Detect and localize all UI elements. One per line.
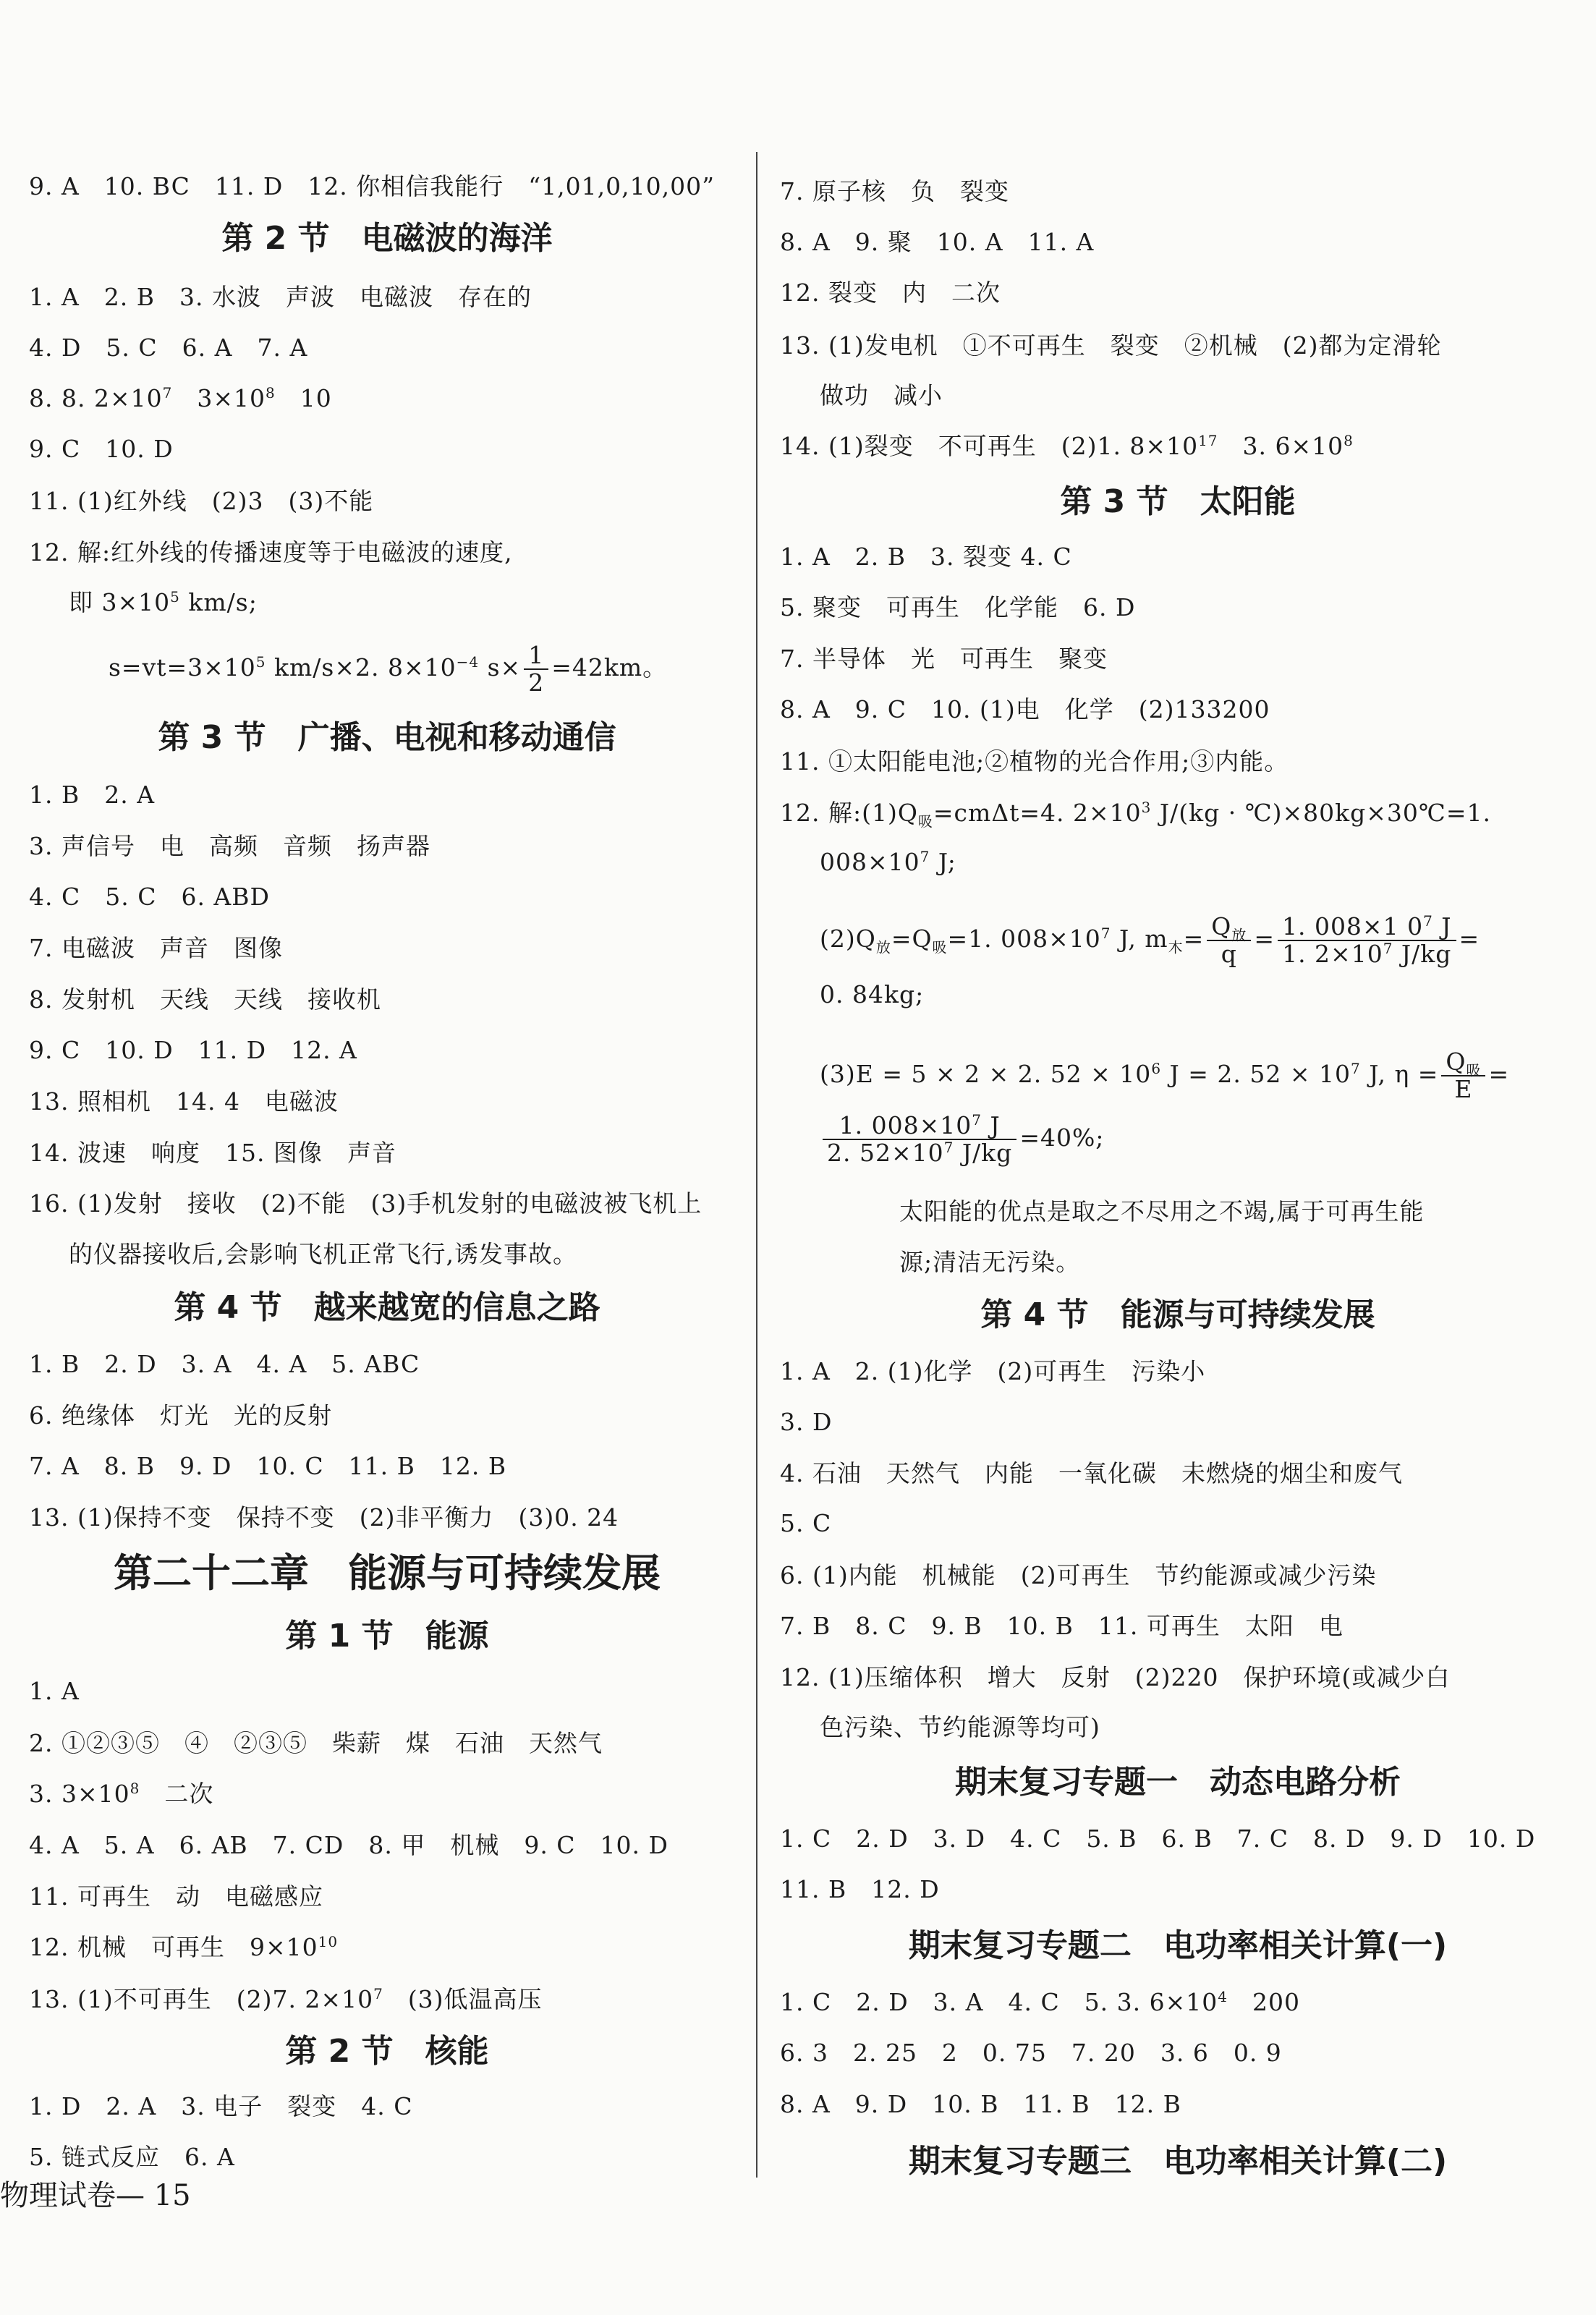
answer-line: 11. B 12. D (780, 1875, 940, 1903)
answer-line: 8. A 9. 聚 10. A 11. A (780, 228, 1095, 256)
equation-line: $s=vt=3\times 10^5$ km/s×2. $8\times 10^{-4}$ s× $\frac{1}{2}$ =42km。 (109, 641, 668, 697)
column-divider (756, 152, 757, 2178)
answer-line: 7. B 8. C 9. B 10. B 11. 可再生 太阳 电 (780, 1612, 1344, 1640)
section-heading: 第 1 节 能源 (285, 1618, 489, 1655)
answer-line: 1. B 2. D 3. A 4. A 5. ABC (29, 1350, 420, 1378)
answer-line: 14. (1)裂变 不可再生 (2)1. $8\times 10^{17}$ 3. $6\times 10^8$ (780, 432, 1354, 460)
answer-line: 1. C 2. D 3. D 4. C 5. B 6. B 7. C 8. D 9. D 10. D (780, 1825, 1536, 1853)
answer-line: 11. (1)红外线 (2)3 (3)不能 (29, 487, 374, 515)
answer-line: 9. C 10. D (29, 435, 174, 463)
answer-line: 8. 发射机 天线 天线 接收机 (29, 985, 381, 1014)
answer-line: 5. 聚变 可再生 化学能 6. D (780, 593, 1136, 621)
answer-line: 1. A (29, 1677, 80, 1705)
equation-line: (3)E = 5 × 2 × 2. $52 \times 10^6$ J = 2. $52 \times 10^7$ J, η = $\frac{Q_吸}{E}$ = (820, 1048, 1510, 1103)
answer-line: 6. 3 2. 25 2 0. 75 7. 20 3. 6 0. 9 (780, 2039, 1282, 2067)
section-heading: 第 3 节 广播、电视和移动通信 (158, 719, 616, 756)
section-heading: 期末复习专题二 电功率相关计算(一) (908, 1927, 1448, 1964)
answer-line: 13. 照相机 14. 4 电磁波 (29, 1087, 339, 1116)
answer-line: 13. (1)不可再生 (2)7. $2\times 10^7$ (3)低温高压 (29, 1985, 543, 2013)
answer-line: 4. A 5. A 6. AB 7. CD 8. 甲 机械 9. C 10. D (29, 1831, 668, 1859)
answer-line: 1. A 2. B 3. 裂变 4. C (780, 543, 1072, 571)
section-heading: 第 2 节 核能 (285, 2033, 489, 2070)
section-heading: 第 3 节 太阳能 (1060, 483, 1296, 520)
answer-line: 11. 可再生 动 电磁感应 (29, 1882, 323, 1911)
answer-line: 3. D (780, 1408, 833, 1436)
section-heading: 第 2 节 电磁波的海洋 (221, 220, 553, 257)
answer-line: 7. A 8. B 9. D 10. C 11. B 12. B (29, 1452, 507, 1480)
answer-line: 5. C (780, 1509, 832, 1537)
answer-line: 8. 8. $2\times 10^7$ $3\times 10^8$ 10 (29, 384, 332, 412)
answer-line: 6. (1)内能 机械能 (2)可再生 节约能源或减少污染 (780, 1561, 1377, 1589)
answer-line: 1. A 2. B 3. 水波 声波 电磁波 存在的 (29, 283, 532, 311)
answer-line: 12. (1)压缩体积 增大 反射 (2)220 保护环境(或减少白 (780, 1663, 1451, 1691)
answer-line: 9. C 10. D 11. D 12. A (29, 1036, 357, 1064)
answer-line: 1. B 2. A (29, 781, 156, 809)
answer-line: 3. 声信号 电 高频 音频 扬声器 (29, 832, 430, 860)
section-heading: 期末复习专题三 电功率相关计算(二) (908, 2143, 1448, 2180)
page-footer: 物理试卷— 15 (0, 2179, 191, 2212)
answer-line: 1. D 2. A 3. 电子 裂变 4. C (29, 2092, 413, 2120)
answer-line: 16. (1)发射 接收 (2)不能 (3)手机发射的电磁波被飞机上 (29, 1189, 703, 1218)
answer-line: 5. 链式反应 6. A (29, 2143, 235, 2171)
answer-line: 12. 解$:(1)Q_吸=cm\Delta t=4$. $2\times 10^3$ J/(kg · ℃)×80kg×30℃=1. (780, 799, 1491, 831)
answer-line: 4. 石油 天然气 内能 一氧化碳 未燃烧的烟尘和废气 (780, 1459, 1403, 1487)
answer-line: 4. D 5. C 6. A 7. A (29, 334, 308, 362)
equation-line: $(2)Q_放=Q_吸=1$. $008\times 10^7$ J, $m_木=$ $\frac{Q_放}{q}$ = $\frac{1. 008\times 1 0^7 J}{1. 2\times 10^7 J/kg}$ = (820, 912, 1480, 968)
answer-line: 1. A 2. (1)化学 (2)可再生 污染小 (780, 1357, 1206, 1385)
answer-line: 0. 84kg; (820, 980, 925, 1008)
fraction: $\frac{1}{2}$ (524, 642, 548, 696)
fraction: $\frac{Q_吸}{E}$ (1441, 1049, 1485, 1103)
section-heading: 期末复习专题一 动态电路分析 (955, 1764, 1401, 1801)
answer-line: 1. C 2. D 3. A 4. C 5. 3. $6\times 10^4$ 200 (780, 1988, 1301, 2016)
answer-line: 6. 绝缘体 灯光 光的反射 (29, 1401, 332, 1430)
answer-line: $008\times 10^7$ J; (820, 848, 956, 876)
answer-line: 色污染、节约能源等均可) (820, 1713, 1100, 1741)
answer-line: 4. C 5. C 6. ABD (29, 883, 270, 911)
equation-line: $\frac{1. 008\times 10^7 J}{2. 52\times 10^7 J/kg}$ =40%; (780, 1113, 1104, 1166)
answer-line: 14. 波速 响度 15. 图像 声音 (29, 1139, 396, 1167)
answer-line: 9. A 10. BC 11. D 12. 你相信我能行 “1,01,0,10,00” (29, 172, 715, 200)
answer-line: 做功 减小 (820, 381, 943, 409)
answer-line: 11. ①太阳能电池;②植物的光合作用;③内能。 (780, 747, 1289, 776)
fraction: $\frac{1. 008\times 10^7 J}{2. 52\times 10^7 J/kg}$ (823, 1113, 1016, 1166)
answer-line: 13. (1)保持不变 保持不变 (2)非平衡力 (3)0. 24 (29, 1503, 619, 1532)
fraction: $\frac{Q_放}{q}$ (1207, 914, 1251, 967)
answer-line: 源;清洁无污染。 (899, 1248, 1081, 1276)
section-heading: 第 4 节 能源与可持续发展 (980, 1296, 1375, 1333)
answer-line: 8. A 9. C 10. (1)电 化学 (2)133200 (780, 695, 1270, 723)
answer-line: 12. 裂变 内 二次 (780, 279, 1001, 307)
answer-line: 7. 电磁波 声音 图像 (29, 934, 283, 962)
answer-line: 7. 半导体 光 可再生 聚变 (780, 645, 1108, 673)
answer-line: 即 $3\times 10^5$ km/s; (69, 588, 258, 616)
fraction: $\frac{1. 008\times 1 0^7 J}{1. 2\times 10^7 J/kg}$ (1278, 914, 1456, 967)
answer-line: 7. 原子核 负 裂变 (780, 177, 1009, 205)
answer-line: 太阳能的优点是取之不尽用之不竭,属于可再生能 (899, 1197, 1425, 1226)
answer-line: 8. A 9. D 10. B 11. B 12. B (780, 2090, 1181, 2118)
answer-line: 3. $3\times 10^8$ 二次 (29, 1780, 214, 1808)
answer-line: 12. 机械 可再生 $9\times 10^{10}$ (29, 1933, 339, 1961)
answer-line: 13. (1)发电机 ①不可再生 裂变 ②机械 (2)都为定滑轮 (780, 331, 1442, 360)
chapter-heading: 第二十二章 能源与可持续发展 (114, 1550, 661, 1596)
section-heading: 第 4 节 越来越宽的信息之路 (174, 1289, 600, 1326)
answer-line: 2. ①②③⑤ ④ ②③⑤ 柴薪 煤 石油 天然气 (29, 1729, 603, 1757)
answer-line: 12. 解:红外线的传播速度等于电磁波的速度, (29, 538, 513, 566)
answer-line: 的仪器接收后,会影响飞机正常飞行,诱发事故。 (69, 1240, 577, 1268)
